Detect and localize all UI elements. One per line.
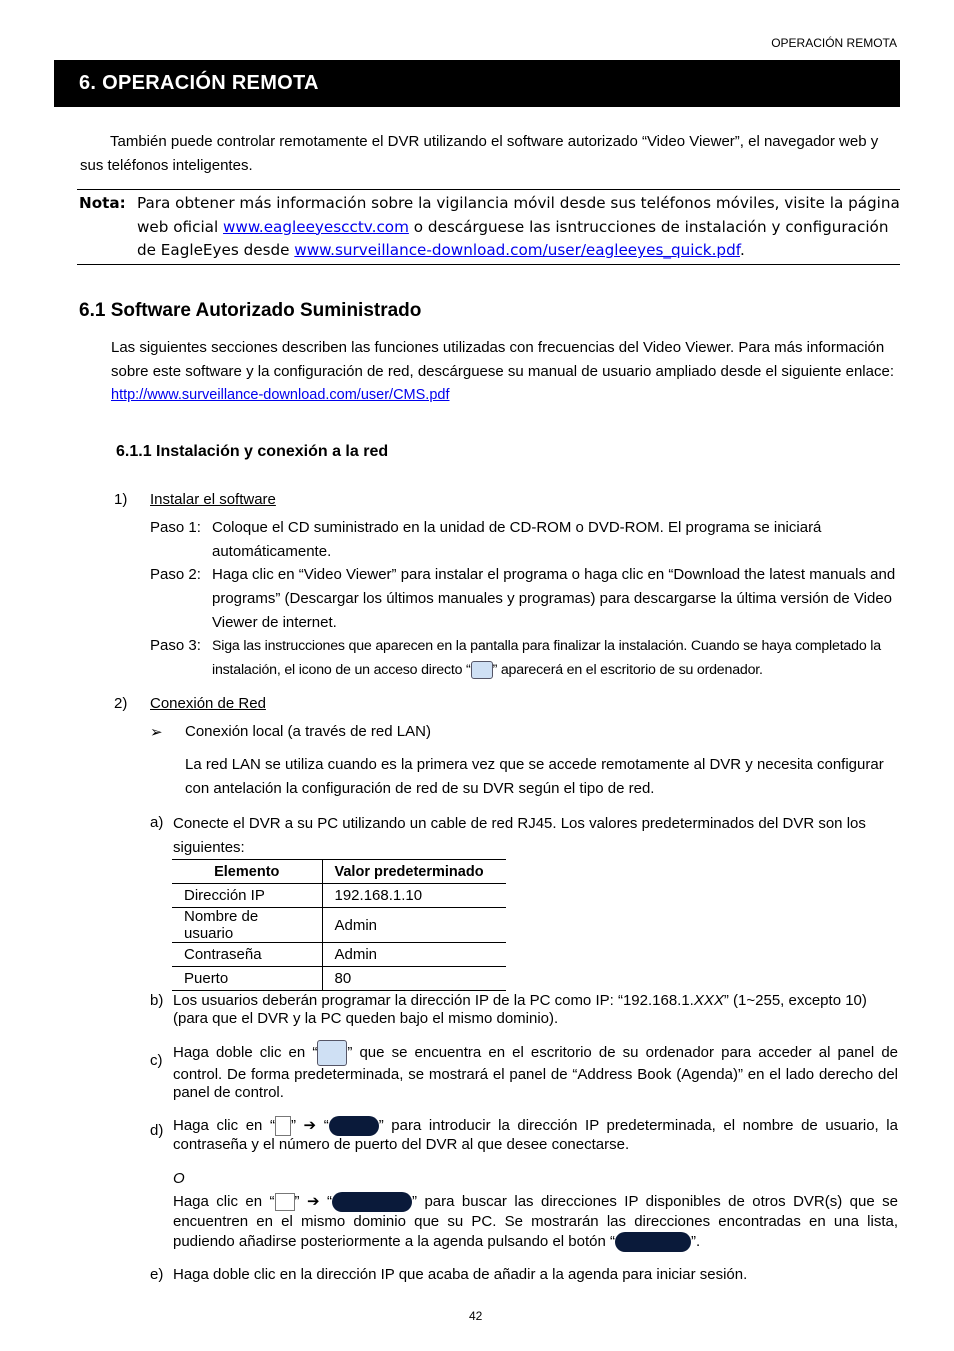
note-box bbox=[77, 189, 900, 265]
step-c-text: Haga doble clic en “ ” que se encuentra en el escritorio de su ordenador para acceder al panel de control. De forma predeterminada, se mostrará el panel de “Address Book (Agenda)” en el lado derecho del panel de control. bbox=[173, 1040, 898, 1102]
bullet-text: La red LAN se utiliza cuando es la primera vez que se accede remotamente al DVR y necesita configurar con antelación la configuración de red de su DVR según el tipo de red. bbox=[185, 756, 884, 797]
subsection-title: 6.1.1 Instalación y conexión a la red bbox=[116, 443, 389, 460]
step2-label: Paso 2: bbox=[150, 566, 201, 583]
add-to-address-book-button-icon[interactable] bbox=[615, 1232, 691, 1252]
item2-number: 2) bbox=[114, 695, 128, 712]
step-e-label: e) bbox=[150, 1266, 164, 1283]
bullet-title: Conexión local (a través de red LAN) bbox=[185, 723, 431, 740]
page-number: 42 bbox=[469, 1309, 483, 1323]
step-a-label: a) bbox=[150, 814, 164, 831]
step1-text: Coloque el CD suministrado en la unidad de CD-ROM o DVD-ROM. El programa se iniciará automáticamente. bbox=[212, 519, 822, 560]
table-row: Puerto 80 bbox=[172, 967, 506, 991]
default-values-table: Elemento Valor predeterminado Dirección IP 192.168.1.10 Nombre de usuario Admin Contraseña Admin Puerto 80 bbox=[172, 859, 506, 991]
step-c-label: c) bbox=[150, 1052, 163, 1069]
running-header: OPERACIÓN REMOTA bbox=[771, 36, 897, 50]
video-viewer-shortcut-icon bbox=[471, 661, 493, 679]
item1-number: 1) bbox=[114, 491, 128, 508]
address-book-icon[interactable] bbox=[275, 1116, 291, 1136]
note-label: Nota: bbox=[79, 194, 126, 212]
note-text: Para obtener más información sobre la vigilancia móvil desde sus teléfonos móviles, visite la página web oficial www.eagleeyescctv.com o descárguese las isntrucciones de instalación y configuración de EagleEyes desde www.surveillance-download.com/user/eagleeyes_quick.pdf. bbox=[137, 194, 900, 259]
table-row: Contraseña Admin bbox=[172, 943, 506, 967]
eagleeyes-link[interactable]: www.eagleeyescctv.com bbox=[223, 217, 409, 236]
intro-paragraph: También puede controlar remotamente el DVR utilizando el software autorizado “Video Viewer”, el navegador web y sus teléfonos inteligentes. bbox=[80, 133, 879, 174]
cms-manual-link[interactable]: http://www.surveillance-download.com/user/CMS.pdf bbox=[111, 387, 450, 403]
step-d-label: d) bbox=[150, 1122, 164, 1139]
step-b-text: Los usuarios deberán programar la dirección IP de la PC como IP: “192.168.1.XXX” (1~255, excepto 10) (para que el DVR y la PC queden bajo el mismo dominio). bbox=[173, 992, 867, 1027]
step-b-label: b) bbox=[150, 992, 164, 1009]
step3-label: Paso 3: bbox=[150, 637, 201, 654]
step2-text: Haga clic en “Video Viewer” para instalar el programa o haga clic en “Download the latest manuals and programs” (Descargar los últimos manuales y programas) para descargarse la última versión de Video Viewer de internet. bbox=[212, 566, 896, 631]
item2-title: Conexión de Red bbox=[150, 695, 266, 712]
arrow-bullet-icon: ➢ bbox=[150, 724, 163, 741]
add-button-icon[interactable] bbox=[329, 1116, 379, 1136]
step-e-text: Haga doble clic en la dirección IP que acaba de añadir a la agenda para iniciar sesión. bbox=[173, 1266, 748, 1283]
chapter-title: 6. OPERACIÓN REMOTA bbox=[54, 60, 900, 107]
table-row: Dirección IP 192.168.1.10 bbox=[172, 884, 506, 908]
step-a-text: Conecte el DVR a su PC utilizando un cable de red RJ45. Los valores predeterminados del DVR son los siguientes: bbox=[173, 815, 866, 856]
video-viewer-icon bbox=[317, 1040, 347, 1066]
step1-label: Paso 1: bbox=[150, 519, 201, 536]
table-row: Nombre de usuario Admin bbox=[172, 908, 506, 943]
step3-text: Siga las instrucciones que aparecen en la pantalla para finalizar la instalación. Cuando se haya completado la instalación, el icono de un acceso directo “ ” aparecerá en el escritorio de su ordenador. bbox=[212, 638, 881, 678]
search-icon[interactable] bbox=[275, 1193, 295, 1211]
refresh-search-button-icon[interactable] bbox=[332, 1192, 412, 1212]
or-text: O bbox=[173, 1170, 185, 1187]
item1-title: Instalar el software bbox=[150, 491, 276, 508]
step-d-text: Haga clic en “ ” ➔ “ ” para introducir la dirección IP predeterminada, el nombre de usuario, la contraseña y el número de puerto del DVR al que desee conectarse. bbox=[173, 1116, 898, 1153]
eagleeyes-quick-link[interactable]: www.surveillance-download.com/user/eagleeyes_quick.pdf bbox=[294, 241, 740, 259]
section-paragraph: Las siguientes secciones describen las funciones utilizadas con frecuencias del Video Viewer. Para más información sobre este software y la configuración de red, descárguese su manual de usuario ampliado desde el siguiente enlace: http://www.surveillance-download.com/user/CMS.pdf bbox=[111, 339, 894, 403]
step-d-alt-text: Haga clic en “ ” ➔ “ ” para buscar las direcciones IP disponibles de otros DVR(s) que se encuentren en el mismo dominio que su PC. Se mostrarán las direcciones encontradas en una lista, pudiendo añadirse posteriormente a la agenda pulsando el botón “ ”. bbox=[173, 1192, 898, 1252]
section-title: 6.1 Software Autorizado Suministrado bbox=[79, 300, 422, 321]
